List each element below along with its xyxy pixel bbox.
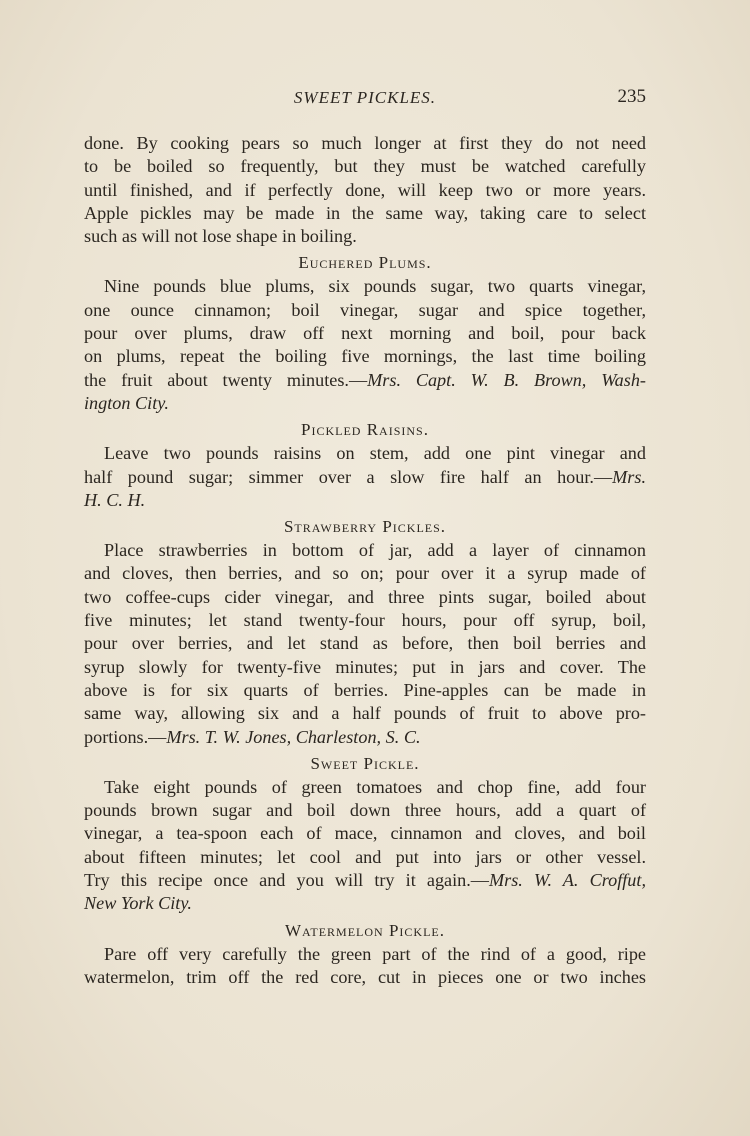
text-line: pour over berries, and let stand as before, then boil berries and xyxy=(84,633,646,654)
intro-paragraph xyxy=(84,132,646,248)
recipe-title: Euchered Plums. xyxy=(298,253,432,273)
text-line: pounds brown sugar and boil down three hours, add a quart of xyxy=(84,800,646,821)
text-fragment: portions.— xyxy=(84,726,167,747)
recipe-attribution: ington City. xyxy=(84,392,169,413)
text-line: above is for six quarts of berries. Pine-apples can be made in xyxy=(84,679,646,700)
recipe-attribution: New York City. xyxy=(84,893,192,914)
recipe-title: Watermelon Pickle. xyxy=(285,920,445,940)
text-line: about fifteen minutes; let cool and put into jars or other vessel. xyxy=(84,846,646,867)
text-line: Pare off very carefully the green part of the rind of a good, ripe xyxy=(104,943,646,964)
page-body xyxy=(84,132,646,989)
text-line: vinegar, a tea-spoon each of mace, cinnamon and cloves, and boil xyxy=(84,823,646,844)
recipe-strawberry-pickles xyxy=(84,514,646,749)
recipe-attribution: Mrs. T. W. Jones, Charleston, S. C. xyxy=(166,726,421,747)
text-line: Leave two pounds raisins on stem, add one pint vinegar and xyxy=(104,443,646,464)
text-line: syrup slowly for twenty-five minutes; put in jars and cover. The xyxy=(84,656,646,677)
text-line: to be boiled so frequently, but they must be watched carefully xyxy=(84,156,646,177)
text-line: watermelon, trim off the red core, cut in pieces one or two inches xyxy=(84,966,646,987)
text-fragment: Try this recipe once and you will try it again.— xyxy=(84,870,489,891)
recipe-pickled-raisins xyxy=(84,417,646,512)
page-number: 235 xyxy=(617,86,646,107)
text-line: five minutes; let stand twenty-four hours, pour off syrup, boil, xyxy=(84,610,646,631)
text-line: two coffee-cups cider vinegar, and three pints sugar, boiled about xyxy=(84,586,646,607)
text-line: Nine pounds blue plums, six pounds sugar, two quarts vinegar, xyxy=(104,276,646,297)
text-line: and cloves, then berries, and so on; pour over it a syrup made of xyxy=(84,563,646,584)
text-line: pour over plums, draw off next morning and boil, pour back xyxy=(84,323,646,344)
running-head: SWEET PICKLES. xyxy=(293,88,437,107)
text-line: done. By cooking pears so much longer at first they do not need xyxy=(84,133,646,153)
text-line: Take eight pounds of green tomatoes and chop fine, add four xyxy=(104,776,646,797)
recipe-sweet-pickle xyxy=(84,751,646,916)
recipe-attribution: Mrs. W. A. Croffut, xyxy=(489,870,646,891)
text-line xyxy=(84,466,646,489)
text-fragment: the fruit about twenty minutes.— xyxy=(84,369,368,390)
recipe-attribution: Mrs. xyxy=(612,466,646,487)
recipe-title: Strawberry Pickles. xyxy=(283,517,447,537)
text-line: one ounce cinnamon; boil vinegar, sugar and spice together, xyxy=(84,299,646,320)
text-line: Place strawberries in bottom of jar, add a layer of cinnamon xyxy=(104,540,646,561)
text-line: on plums, repeat the boiling five mornings, the last time boiling xyxy=(84,346,646,367)
text-line: same way, allowing six and a half pounds of fruit to above pro- xyxy=(84,703,646,724)
recipe-attribution: H. C. H. xyxy=(84,489,146,510)
text-line xyxy=(84,726,646,749)
text-line: Apple pickles may be made in the same way, taking care to select xyxy=(84,202,646,223)
text-line: such as will not lose shape in boiling. xyxy=(84,226,357,247)
recipe-title: Pickled Raisins. xyxy=(301,420,429,440)
text-line xyxy=(84,369,646,392)
page-header xyxy=(84,88,646,114)
text-line: until finished, and if perfectly done, will keep two or more years. xyxy=(84,179,646,200)
recipe-euchered-plums xyxy=(84,250,646,415)
text-fragment: half pound sugar; simmer over a slow fire half an hour.— xyxy=(84,466,613,487)
recipe-title: Sweet Pickle. xyxy=(310,753,420,773)
recipe-watermelon-pickle xyxy=(84,918,646,990)
recipe-attribution: Mrs. Capt. W. B. Brown, Wash- xyxy=(367,369,646,390)
text-line xyxy=(84,869,646,892)
